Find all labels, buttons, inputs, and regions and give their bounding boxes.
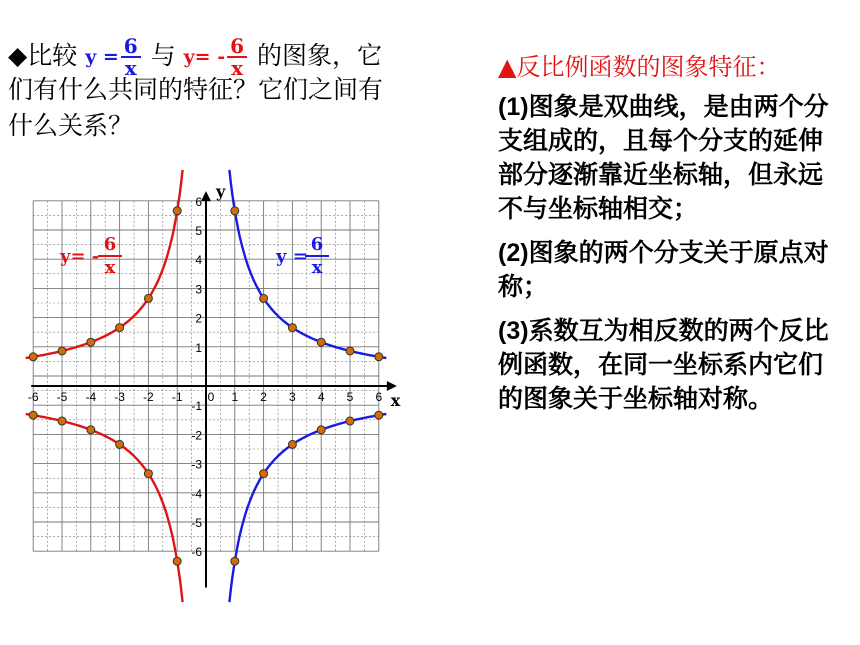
data-point	[173, 207, 181, 215]
question-line-3: 什么关系？	[8, 111, 134, 140]
data-point	[58, 347, 66, 355]
x-axis-arrow	[387, 381, 397, 391]
data-point	[58, 417, 66, 425]
x-tick-label: 4	[317, 390, 325, 404]
question-part-2: 与	[150, 41, 176, 70]
feature-text: 图象的两个分支关于原点对称；	[498, 238, 829, 301]
data-point	[375, 353, 383, 361]
x-tick-label: -2	[143, 390, 154, 404]
data-point	[87, 426, 95, 434]
chart-equation-label	[275, 234, 329, 278]
y-tick-label: 3	[195, 282, 202, 297]
equation-negative-lhs: y= -	[183, 46, 226, 68]
chart-equation-numerator: 6	[310, 234, 324, 255]
data-point	[288, 440, 296, 448]
data-point	[173, 557, 181, 565]
fraction-numerator: 6	[121, 36, 141, 58]
x-tick-label: 2	[260, 390, 267, 404]
feature-text: 图象是双曲线，是由两个分支组成的，且每个分支的延伸部分逐渐靠近坐标轴，但永远不与坐标轴相交；	[498, 92, 829, 223]
data-point	[288, 324, 296, 332]
feature-text: 系数互为相反数的两个反比例函数，在同一坐标系内它们的图象关于坐标轴对称。	[498, 316, 829, 413]
fraction-denominator: x	[231, 56, 244, 80]
data-point	[317, 338, 325, 346]
data-point	[346, 417, 354, 425]
x-tick-label: -5	[56, 390, 68, 404]
y-tick-label: 6	[195, 194, 202, 209]
data-point	[87, 338, 95, 346]
y-axis-arrow	[201, 191, 211, 201]
curve-branch	[229, 414, 386, 602]
features-heading: ▲反比例函数的图象特征：	[498, 53, 781, 81]
feature-number: (2)	[498, 239, 529, 267]
data-point	[231, 557, 239, 565]
curve-branch	[229, 170, 386, 358]
data-point	[346, 347, 354, 355]
x-tick-label: 1	[231, 390, 239, 404]
x-tick-label: 0	[207, 390, 215, 404]
data-point	[29, 353, 37, 361]
data-point	[116, 440, 124, 448]
feature-number: (3)	[498, 317, 529, 345]
chart-equation-lhs: y= -	[60, 246, 100, 267]
chart-equation-numerator: 6	[103, 234, 117, 255]
x-tick-label: 3	[289, 390, 296, 404]
y-tick-label: -4	[191, 486, 202, 501]
fraction-denominator: x	[124, 56, 137, 80]
x-tick-label: 6	[375, 390, 383, 404]
question-part-1: 比较	[27, 41, 78, 70]
chart-equation-denominator: x	[104, 257, 116, 278]
y-tick-label: 2	[195, 311, 202, 326]
y-tick-label: -2	[191, 428, 202, 443]
question-line-2: 们有什么共同的特征？它们之间有	[8, 75, 384, 104]
data-point	[375, 411, 383, 419]
x-axis-label: x	[390, 391, 401, 410]
data-point	[260, 470, 268, 478]
x-tick-label: -4	[85, 390, 97, 404]
y-tick-label: 1	[195, 340, 202, 355]
curve-branch	[26, 414, 183, 602]
x-tick-label: -6	[27, 390, 39, 404]
data-point	[144, 470, 152, 478]
data-point	[29, 411, 37, 419]
x-tick-label: -1	[171, 390, 183, 404]
data-point	[116, 324, 124, 332]
y-tick-label: -5	[191, 516, 202, 530]
fraction-numerator: 6	[227, 36, 247, 58]
chart-equation-denominator: x	[311, 257, 323, 278]
y-tick-label: 4	[195, 253, 202, 268]
y-tick-label: 5	[195, 224, 202, 238]
data-point	[144, 294, 152, 302]
equation-positive-lhs: y =	[85, 46, 119, 68]
y-tick-label: -3	[191, 457, 202, 472]
data-point	[317, 426, 325, 434]
x-tick-label: -3	[114, 390, 125, 404]
feature-number: (1)	[498, 93, 529, 121]
y-tick-label: -6	[191, 545, 202, 560]
bullet-icon: ◆	[8, 41, 28, 70]
y-axis-label: y	[216, 182, 226, 202]
chart-equation-lhs: y =	[276, 246, 308, 267]
question-part-3: 的图象，它	[256, 41, 382, 70]
data-point	[260, 294, 268, 302]
data-point	[231, 207, 239, 215]
y-tick-label: -1	[191, 399, 202, 414]
x-tick-label: 5	[346, 390, 354, 404]
